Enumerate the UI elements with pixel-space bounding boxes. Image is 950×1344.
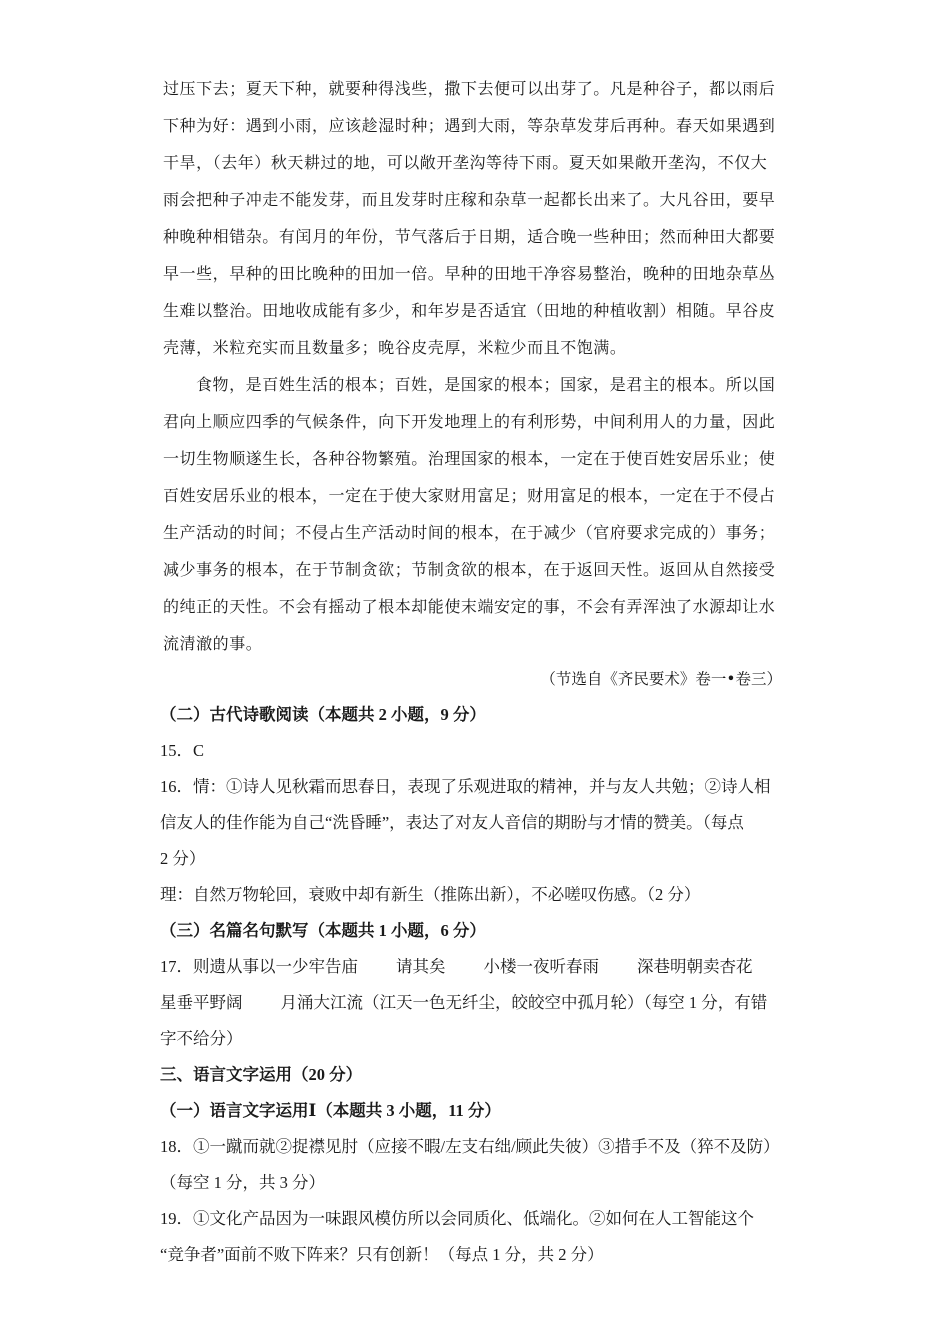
passage-paragraph-1 bbox=[163, 70, 785, 366]
text-line: 壳薄，米粒充实而且数量多；晚谷皮壳厚，米粒少而且不饱满。 bbox=[163, 338, 627, 357]
section-heading-recite: （三）名篇名句默写（本题共 1 小题，6 分） bbox=[160, 921, 486, 940]
answer-q17-line bbox=[160, 949, 790, 985]
text-line: 生产活动的时间；不侵占生产活动时间的根本，在于减少（官府要求完成的）事务； bbox=[163, 523, 776, 542]
answer-q15: 15．C bbox=[160, 741, 205, 760]
q17-blank: 深巷明朝卖杏花 bbox=[637, 957, 753, 976]
text-line: 食物，是百姓生活的根本；百姓，是国家的根本；国家，是君主的根本。所以国 bbox=[196, 375, 776, 394]
answer-q16-reason: 理：自然万物轮回，衰败中却有新生（推陈出新），不必嗟叹伤感。（2 分） bbox=[160, 885, 701, 904]
text-line: 一切生物顺遂生长，各种谷物繁殖。治理国家的根本，一定在于使百姓安居乐业；使 bbox=[163, 449, 776, 468]
answer-q16-line: 信友人的佳作能为自己“洗昏睡”，表达了对友人音信的期盼与才情的赞美。（每点 bbox=[160, 813, 744, 832]
text-line: 下种为好：遇到小雨，应该趁湿时种；遇到大雨，等杂草发芽后再种。春天如果遇到 bbox=[163, 116, 776, 135]
text-line: 过压下去；夏天下种，就要种得浅些，撒下去便可以出芽了。凡是种谷子，都以雨后 bbox=[163, 79, 776, 98]
answer-q16-line: 16．情：①诗人见秋霜而思春日，表现了乐观进取的精神，并与友人共勉；②诗人相 bbox=[160, 777, 771, 796]
text-line: 百姓安居乐业的根本，一定在于使大家财用富足；财用富足的根本，一定在于不侵占 bbox=[163, 486, 776, 505]
q17-blank: 小楼一夜听春雨 bbox=[483, 957, 599, 976]
answer-q19-line: 19．①文化产品因为一味跟风模仿所以会同质化、低端化。②如何在人工智能这个 bbox=[160, 1209, 754, 1228]
answer-q18-line: 18．①一蹴而就②捉襟见肘（应接不暇/左支右绌/顾此失彼）③措手不及（猝不及防） bbox=[160, 1137, 780, 1156]
text-line: 干旱，（去年）秋天耕过的地，可以敞开垄沟等待下雨。夏天如果敞开垄沟，不仅大 bbox=[163, 153, 768, 172]
text-line: 减少事务的根本，在于节制贪欲；节制贪欲的根本，在于返回天性。返回从自然接受 bbox=[163, 560, 776, 579]
text-line: 君向上顺应四季的气候条件，向下开发地理上的有利形势，中间利用人的力量，因此 bbox=[163, 412, 776, 431]
section-heading-poetry: （二）古代诗歌阅读（本题共 2 小题，9 分） bbox=[160, 705, 486, 724]
text-line: 生难以整治。田地收成能有多少，和年岁是否适宜（田地的种植收割）相随。早谷皮 bbox=[163, 301, 776, 320]
answer-q19-line: “竞争者”面前不败下阵来？只有创新！（每点 1 分，共 2 分） bbox=[160, 1245, 604, 1264]
q17-blank: 17．则遗从事以一少牢告庙 bbox=[160, 957, 358, 976]
q17-blank: 月涌大江流（江天一色无纤尘，皎皎空中孤月轮）（每空 1 分，有错 bbox=[280, 993, 768, 1012]
text-line: 雨会把种子冲走不能发芽，而且发芽时庄稼和杂草一起都长出来了。大凡谷田，要早 bbox=[163, 190, 776, 209]
answer-q17-line: 字不给分） bbox=[160, 1029, 243, 1048]
text-line: 早一些，早种的田比晚种的田加一倍。早种的田地干净容易整治，晚种的田地杂草丛 bbox=[163, 264, 776, 283]
q17-blank: 星垂平野阔 bbox=[160, 993, 243, 1012]
answer-q18-line: （每空 1 分，共 3 分） bbox=[160, 1173, 325, 1192]
sub-heading-language-1: （一）语言文字运用Ⅰ（本题共 3 小题，11 分） bbox=[160, 1101, 501, 1120]
q17-blank: 请其矣 bbox=[396, 957, 446, 976]
text-line: 种晚种相错杂。有闰月的年份，节气落后于日期，适合晚一些种田；然而种田大都要 bbox=[163, 227, 776, 246]
passage-source: （节选自《齐民要术》卷一•卷三） bbox=[540, 670, 782, 688]
text-line: 的纯正的天性。不会有摇动了根本却能使末端安定的事，不会有弄浑浊了水源却让水 bbox=[163, 597, 776, 616]
text-line: 流清澈的事。 bbox=[163, 634, 263, 653]
answer-q17-line bbox=[160, 985, 790, 1021]
section-heading-language: 三、语言文字运用（20 分） bbox=[160, 1065, 363, 1084]
passage-paragraph-2 bbox=[163, 366, 785, 662]
answer-q16-line: 2 分） bbox=[160, 849, 206, 868]
